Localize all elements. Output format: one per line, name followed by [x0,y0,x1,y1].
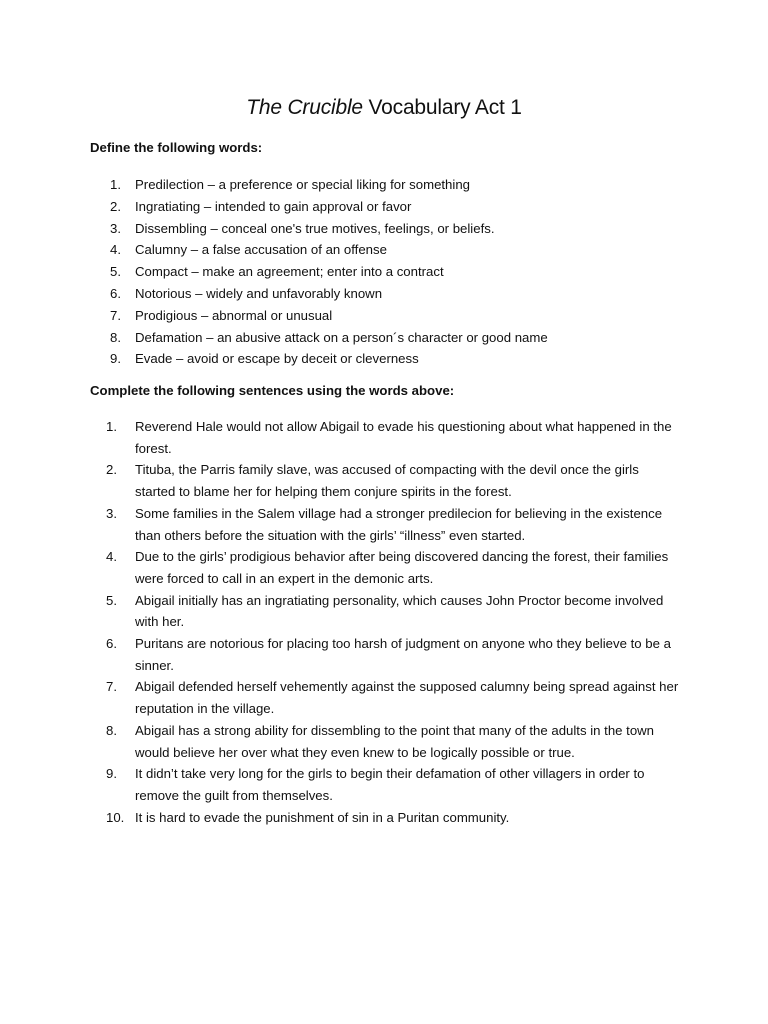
list-item-text: Ingratiating – intended to gain approval or favor [135,198,412,214]
section-heading-define: Define the following words: [90,140,263,155]
list-item-text: Abigail has a strong ability for dissembling to the point that many of the adults in the town would believe her over what they even knew to be logically possible or true. [135,722,655,760]
list-item-number: 6. [106,636,117,652]
list-item [90,348,690,370]
list-item [90,327,690,349]
list-item-number: 8. [106,722,117,738]
list-item-text: Reverend Hale would not allow Abigail to evade his questioning about what happened in the forest. [135,419,672,456]
list-item-number: 9. [110,351,121,367]
list-item-text: Notorious – widely and unfavorably known [135,285,383,301]
list-item [90,305,690,327]
list-item [90,807,680,829]
list-item [90,218,690,240]
list-item-text: It is hard to evade the punishment of sin in a Puritan community. [135,809,510,825]
list-item [90,633,680,676]
list-item [90,676,680,719]
list-item-text: Evade – avoid or escape by deceit or cleverness [135,351,419,367]
list-item-number: 7. [106,679,117,695]
list-item-text: Dissembling – conceal one's true motives, feelings, or beliefs. [135,220,495,236]
list-item-text: Due to the girls’ prodigious behavior after being discovered dancing the forest, their families were forced to call in an expert in the demonic arts. [135,549,669,586]
list-item-number: 1. [106,419,117,434]
list-item-number: 4. [106,549,117,565]
list-item-text: It didn’t take very long for the girls to begin their defamation of other villagers in order to remove the guilt from themselves. [135,766,645,803]
list-item-number: 2. [110,198,121,214]
list-item [90,546,680,589]
list-item [90,459,680,502]
list-item-number: 2. [106,462,117,478]
list-item-number: 3. [110,220,121,236]
list-item-text: Predilection – a preference or special liking for something [135,177,470,192]
list-item-number: 5. [106,592,117,608]
list-item [90,239,690,261]
list-item [90,196,690,218]
list-item [90,763,680,806]
list-item-number: 3. [106,505,117,521]
list-item-text: Abigail defended herself vehemently against the supposed calumny being spread against her reputation in the village. [135,679,679,717]
section-heading-complete: Complete the following sentences using the words above: [90,383,455,398]
list-item [90,261,690,283]
list-item-text: Some families in the Salem village had a stronger predilecion for believing in the existence than others before the situation with the girls’ “illness” even started. [135,505,663,543]
list-item [90,503,680,546]
list-item-text: Puritans are notorious for placing too harsh of judgment on anyone who they believe to be a sinner. [135,636,671,673]
list-item-number: 6. [110,285,121,301]
list-item-text: Tituba, the Parris family slave, was accused of compacting with the devil once the girls started to blame her for helping them conjure spirits in the forest. [135,462,639,500]
title-rest: Vocabulary Act 1 [362,96,522,119]
list-item [90,720,680,763]
list-item-number: 1. [110,177,121,192]
list-item-text: Prodigious – abnormal or unusual [135,307,333,323]
definitions-list [90,174,690,370]
list-item-number: 8. [110,329,121,345]
list-item [90,590,680,633]
list-item-number: 9. [106,766,117,782]
list-item-text: Abigail initially has an ingratiating personality, which causes John Proctor become involved with her. [135,592,664,630]
list-item-number: 10. [106,809,125,825]
list-item-number: 7. [110,307,121,323]
list-item-text: Calumny – a false accusation of an offense [135,242,387,258]
title-italic: The Crucible [246,96,363,119]
list-item-text: Defamation – an abusive attack on a person´s character or good name [135,329,548,345]
list-item [90,416,680,459]
sentences-list [90,416,680,828]
list-item-number: 5. [110,264,121,280]
list-item-number: 4. [110,242,121,258]
list-item [90,174,690,196]
list-item-text: Compact – make an agreement; enter into a contract [135,264,444,280]
list-item [90,283,690,305]
page-title [0,94,768,122]
